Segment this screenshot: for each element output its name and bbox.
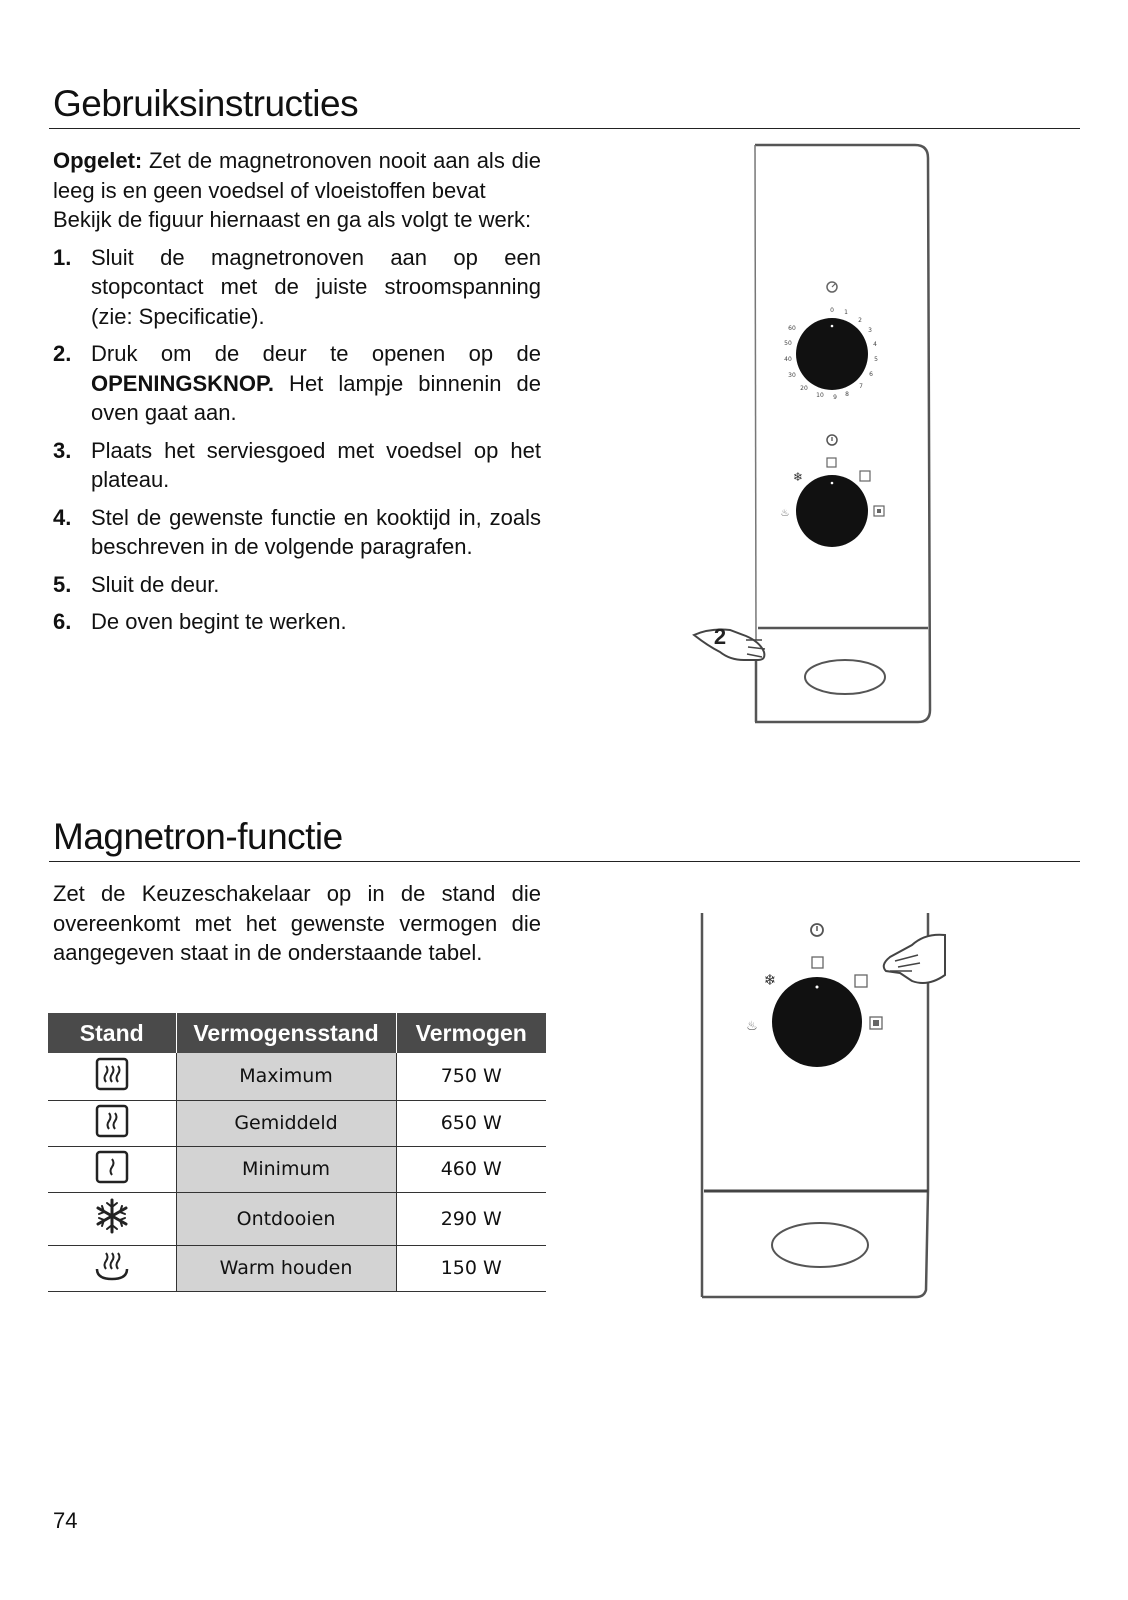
table-row	[48, 1146, 546, 1192]
svg-text:60: 60	[788, 325, 796, 332]
timer-knob	[796, 318, 868, 390]
power-cell: 290 W	[396, 1192, 546, 1245]
control-panel-figure	[690, 140, 960, 730]
warning-label: Opgelet:	[53, 148, 143, 173]
section-title-microwave: Magnetron-functie	[53, 816, 343, 857]
svg-text:2: 2	[858, 317, 862, 324]
usage-text	[53, 146, 541, 645]
power-cell: 750 W	[396, 1053, 546, 1100]
warning-text: Zet de magnetronoven nooit aan als die leeg is en geen voedsel of vloeistoffen bevat	[53, 148, 541, 203]
list-item: 5. Sluit de deur.	[53, 571, 220, 597]
snowflake-icon	[93, 1197, 131, 1235]
steam-icon	[93, 1249, 131, 1283]
power-medium-icon	[95, 1104, 129, 1138]
microwave-intro: Zet de Keuzeschakelaar op in de stand die overeenkomt met het gewenste vermogen die aangegeven staat in de onderstaande tabel.	[53, 881, 541, 965]
svg-text:6: 6	[869, 371, 873, 378]
table-row	[48, 1053, 546, 1100]
power-high-icon	[95, 1057, 129, 1091]
section-divider	[49, 861, 1080, 862]
svg-text:0: 0	[830, 307, 834, 314]
svg-text:5: 5	[874, 356, 878, 363]
microwave-text	[53, 879, 541, 968]
list-item: 6. De oven begint te werken.	[53, 609, 347, 634]
power-medium-icon	[860, 471, 870, 481]
svg-text:8: 8	[845, 391, 849, 398]
svg-text:4: 4	[873, 341, 877, 348]
panel-left-edge	[755, 145, 756, 640]
power-low-icon	[812, 957, 823, 968]
steps-list	[53, 243, 541, 637]
col-header: Stand	[48, 1013, 176, 1053]
table-row	[48, 1245, 546, 1291]
list-item: 4. Stel de gewenste functie en kooktijd in, zoals beschreven in de volgende paragrafen.	[53, 504, 541, 559]
table-row	[48, 1192, 546, 1245]
door-button	[772, 1223, 868, 1267]
svg-text:10: 10	[816, 392, 824, 399]
svg-text:20: 20	[800, 385, 808, 392]
level-cell: Ontdooien	[176, 1192, 396, 1245]
power-cell: 460 W	[396, 1146, 546, 1192]
snowflake-icon: ❄	[792, 470, 804, 484]
function-knob	[796, 475, 868, 547]
door-button	[805, 660, 885, 694]
level-cell: Maximum	[176, 1053, 396, 1100]
list-item: 3. Plaats het serviesgoed met voedsel op het plateau.	[53, 437, 541, 492]
panel-outline	[755, 145, 930, 722]
col-header: Vermogen	[396, 1013, 546, 1053]
hand-icon	[884, 935, 945, 983]
svg-text:9: 9	[833, 394, 837, 401]
col-header: Vermogensstand	[176, 1013, 396, 1053]
page-number: 74	[53, 1508, 78, 1533]
power-cell: 150 W	[396, 1245, 546, 1291]
power-low-icon	[827, 458, 836, 467]
function-knob	[772, 977, 862, 1067]
power-medium-icon	[855, 975, 867, 987]
list-item: 2. Druk om de deur te openen op de OPENINGSKNOP. Het lampje binnenin de oven gaat aan.	[53, 341, 541, 425]
callout-number: 2	[713, 624, 727, 649]
steam-icon: ♨	[780, 508, 790, 519]
svg-text:30: 30	[788, 372, 796, 379]
warning-paragraph	[53, 146, 541, 205]
table-row	[48, 1100, 546, 1146]
steam-icon: ♨	[746, 1019, 758, 1034]
table-header	[48, 1013, 546, 1053]
svg-text:3: 3	[868, 327, 872, 334]
intro-paragraph: Bekijk de figuur hiernaast en ga als volgt te werk:	[53, 207, 532, 232]
section-title-usage: Gebruiksinstructies	[53, 83, 359, 124]
svg-text:7: 7	[859, 383, 863, 390]
power-low-icon	[95, 1150, 129, 1184]
svg-text:50: 50	[784, 340, 792, 347]
level-cell: Gemiddeld	[176, 1100, 396, 1146]
svg-text:1: 1	[844, 309, 848, 316]
section-divider	[49, 128, 1080, 129]
function-selector-figure	[690, 905, 975, 1305]
level-cell: Warm houden	[176, 1245, 396, 1291]
list-item: 1. Sluit de magnetronoven aan op een stopcontact met de juiste stroomspanning (zie: Specificatie).	[53, 244, 541, 329]
power-cell: 650 W	[396, 1100, 546, 1146]
svg-text:40: 40	[784, 356, 792, 363]
level-cell: Minimum	[176, 1146, 396, 1192]
power-table	[48, 1013, 546, 1292]
snowflake-icon: ❄	[763, 971, 777, 989]
